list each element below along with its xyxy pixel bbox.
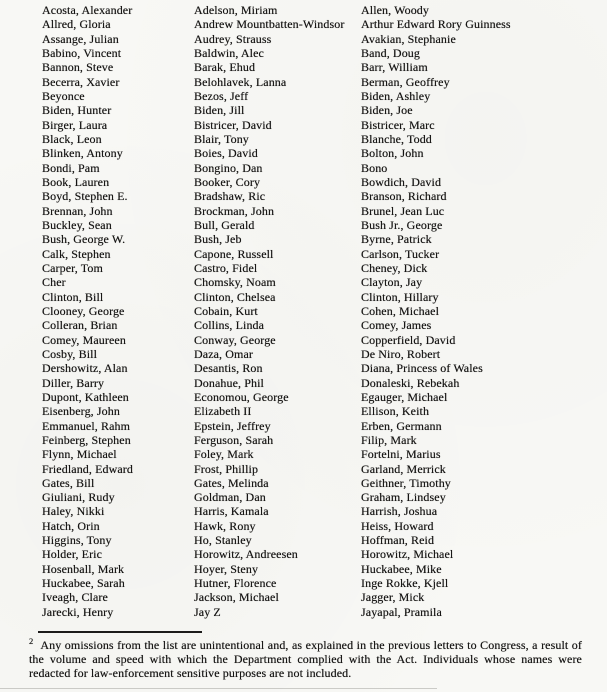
list-item: Geithner, Timothy xyxy=(361,475,451,490)
list-item: Ho, Stanley xyxy=(194,533,252,548)
list-item: Harrish, Joshua xyxy=(361,504,438,519)
list-item: Comey, James xyxy=(361,318,432,333)
list-item: Goldman, Dan xyxy=(194,490,266,505)
list-item: Capone, Russell xyxy=(194,246,274,261)
list-item: Clinton, Chelsea xyxy=(194,289,276,304)
list-item: Clinton, Hillary xyxy=(361,289,439,304)
list-item: Barr, William xyxy=(361,60,428,75)
list-item: Elizabeth II xyxy=(194,404,252,419)
list-item: Huckabee, Mike xyxy=(361,561,442,576)
list-item: Clayton, Jay xyxy=(361,275,423,290)
list-item: Bono xyxy=(361,160,388,175)
list-item: Copperfield, David xyxy=(361,332,456,347)
list-item: Donaleski, Rebekah xyxy=(361,375,460,390)
list-item: Economou, George xyxy=(194,389,289,404)
list-item: Jarecki, Henry xyxy=(42,604,114,619)
list-item: Egauger, Michael xyxy=(361,389,448,404)
list-item: Beyonce xyxy=(42,88,85,103)
list-item: Clooney, George xyxy=(42,303,125,318)
footnote-separator xyxy=(38,631,202,633)
list-item: Avakian, Stephanie xyxy=(361,31,456,46)
list-item: Iveagh, Clare xyxy=(42,590,108,605)
list-item: Boies, David xyxy=(194,146,258,161)
list-item: Calk, Stephen xyxy=(42,246,111,261)
list-item: Fortelni, Marius xyxy=(361,447,441,462)
list-item: Cosby, Bill xyxy=(42,346,98,361)
list-item: Audrey, Strauss xyxy=(194,31,272,46)
list-item: Bolton, John xyxy=(361,146,424,161)
list-item: Holder, Eric xyxy=(42,547,103,562)
list-item: Flynn, Michael xyxy=(42,447,117,462)
list-item: Eisenberg, John xyxy=(42,404,120,419)
list-item: Birger, Laura xyxy=(42,117,108,132)
list-item: Ellison, Keith xyxy=(361,404,430,419)
list-item: Hawk, Rony xyxy=(194,518,256,533)
list-item: Bistricer, Marc xyxy=(361,117,435,132)
list-item: Biden, Joe xyxy=(361,103,413,118)
list-item: Bradshaw, Ric xyxy=(194,189,266,204)
list-item: Frost, Phillip xyxy=(194,461,259,476)
list-item: Belohlavek, Lanna xyxy=(194,74,287,89)
list-item: Bush Jr., George xyxy=(361,217,443,232)
list-item: Hatch, Orin xyxy=(42,518,100,533)
list-item: Higgins, Tony xyxy=(42,533,112,548)
footnote xyxy=(29,638,582,680)
list-item: Dershowitz, Alan xyxy=(42,361,128,376)
list-item: Carlson, Tucker xyxy=(361,246,440,261)
list-item: Castro, Fidel xyxy=(194,260,258,275)
list-item: Foley, Mark xyxy=(194,447,254,462)
list-item: Blanche, Todd xyxy=(361,131,432,146)
list-item: Collins, Linda xyxy=(194,318,265,333)
list-item: Desantis, Ron xyxy=(194,361,263,376)
name-column-1 xyxy=(42,3,133,619)
name-column-3 xyxy=(361,3,511,619)
list-item: Biden, Ashley xyxy=(361,88,431,103)
list-item: Hosenball, Mark xyxy=(42,561,125,576)
list-item: Blair, Tony xyxy=(194,131,249,146)
list-item: Acosta, Alexander xyxy=(42,3,133,17)
list-item: Hoffman, Reid xyxy=(361,533,435,548)
list-item: Filip, Mark xyxy=(361,432,417,447)
list-item: Bezos, Jeff xyxy=(194,88,249,103)
list-item: Conway, George xyxy=(194,332,276,347)
list-item: Bush, George W. xyxy=(42,232,126,247)
list-item: Becerra, Xavier xyxy=(42,74,120,89)
list-item: Black, Leon xyxy=(42,131,102,146)
list-item: Donahue, Phil xyxy=(194,375,264,390)
list-item: Allen, Woody xyxy=(361,3,430,17)
list-item: Arthur Edward Rory Guinness xyxy=(361,17,511,32)
list-item: Gates, Melinda xyxy=(194,475,269,490)
list-item: Bush, Jeb xyxy=(194,232,242,247)
list-item: Brockman, John xyxy=(194,203,275,218)
list-item: Allred, Gloria xyxy=(42,17,111,32)
list-item: Brennan, John xyxy=(42,203,113,218)
list-item: Diller, Barry xyxy=(42,375,105,390)
name-column-2 xyxy=(194,3,344,619)
list-item: Dupont, Kathleen xyxy=(42,389,129,404)
list-item: Chomsky, Noam xyxy=(194,275,276,290)
list-item: Graham, Lindsey xyxy=(361,490,446,505)
list-item: Assange, Julian xyxy=(42,31,119,46)
list-item: Hutner, Florence xyxy=(194,576,277,591)
list-item: Friedland, Edward xyxy=(42,461,134,476)
scan-artifact-line xyxy=(0,688,437,689)
list-item: Jagger, Mick xyxy=(361,590,425,605)
list-item: Huckabee, Sarah xyxy=(42,576,125,591)
list-item: Heiss, Howard xyxy=(361,518,434,533)
list-item: Byrne, Patrick xyxy=(361,232,432,247)
list-item: Biden, Hunter xyxy=(42,103,112,118)
list-item: Cher xyxy=(42,275,66,290)
list-item: Barak, Ehud xyxy=(194,60,256,75)
list-item: Bowdich, David xyxy=(361,174,442,189)
list-item: Bull, Gerald xyxy=(194,217,255,232)
list-item: Jackson, Michael xyxy=(194,590,279,605)
list-item: Garland, Merrick xyxy=(361,461,446,476)
list-item: Hoyer, Steny xyxy=(194,561,259,576)
list-item: Gates, Bill xyxy=(42,475,95,490)
list-item: Emmanuel, Rahm xyxy=(42,418,131,433)
footnote-marker: 2 xyxy=(29,636,34,646)
list-item: Feinberg, Stephen xyxy=(42,432,131,447)
list-item: Colleran, Brian xyxy=(42,318,118,333)
list-item: Bistricer, David xyxy=(194,117,272,132)
list-item: Horowitz, Michael xyxy=(361,547,454,562)
list-item: Biden, Jill xyxy=(194,103,245,118)
list-item: Epstein, Jeffrey xyxy=(194,418,271,433)
list-item: Bongino, Dan xyxy=(194,160,263,175)
list-item: Giuliani, Rudy xyxy=(42,490,115,505)
list-item: Comey, Maureen xyxy=(42,332,126,347)
list-item: Horowitz, Andreesen xyxy=(194,547,298,562)
list-item: Daza, Omar xyxy=(194,346,253,361)
list-item: Brunel, Jean Luc xyxy=(361,203,445,218)
list-item: Booker, Cory xyxy=(194,174,261,189)
list-item: Cohen, Michael xyxy=(361,303,440,318)
list-item: Cobain, Kurt xyxy=(194,303,258,318)
list-item: Adelson, Miriam xyxy=(194,3,278,17)
list-item: Bannon, Steve xyxy=(42,60,114,75)
list-item: Harris, Kamala xyxy=(194,504,269,519)
list-item: Erben, Germann xyxy=(361,418,442,433)
list-item: Carper, Tom xyxy=(42,260,103,275)
list-item: Haley, Nikki xyxy=(42,504,105,519)
list-item: Babino, Vincent xyxy=(42,45,122,60)
list-item: Clinton, Bill xyxy=(42,289,104,304)
list-item: Inge Rokke, Kjell xyxy=(361,576,449,591)
list-item: Jay Z xyxy=(194,604,221,619)
list-item: Baldwin, Alec xyxy=(194,45,264,60)
list-item: Band, Doug xyxy=(361,45,420,60)
list-item: De Niro, Robert xyxy=(361,346,441,361)
list-item: Blinken, Antony xyxy=(42,146,123,161)
list-item: Berman, Geoffrey xyxy=(361,74,450,89)
list-item: Branson, Richard xyxy=(361,189,447,204)
list-item: Boyd, Stephen E. xyxy=(42,189,128,204)
list-item: Jayapal, Pramila xyxy=(361,604,442,619)
list-item: Buckley, Sean xyxy=(42,217,112,232)
footnote-text: Any omissions from the list are unintentional and, as explained in the previous letters to Congress, a result of the volume and speed with which the Department complied with the Act. Individuals whose names were redacted for law-enforcement sensitive purposes are not included. xyxy=(29,638,582,681)
list-item: Diana, Princess of Wales xyxy=(361,361,483,376)
list-item: Andrew Mountbatten-Windsor xyxy=(194,17,345,32)
list-item: Book, Lauren xyxy=(42,174,110,189)
list-item: Bondi, Pam xyxy=(42,160,100,175)
list-item: Cheney, Dick xyxy=(361,260,428,275)
list-item: Ferguson, Sarah xyxy=(194,432,274,447)
